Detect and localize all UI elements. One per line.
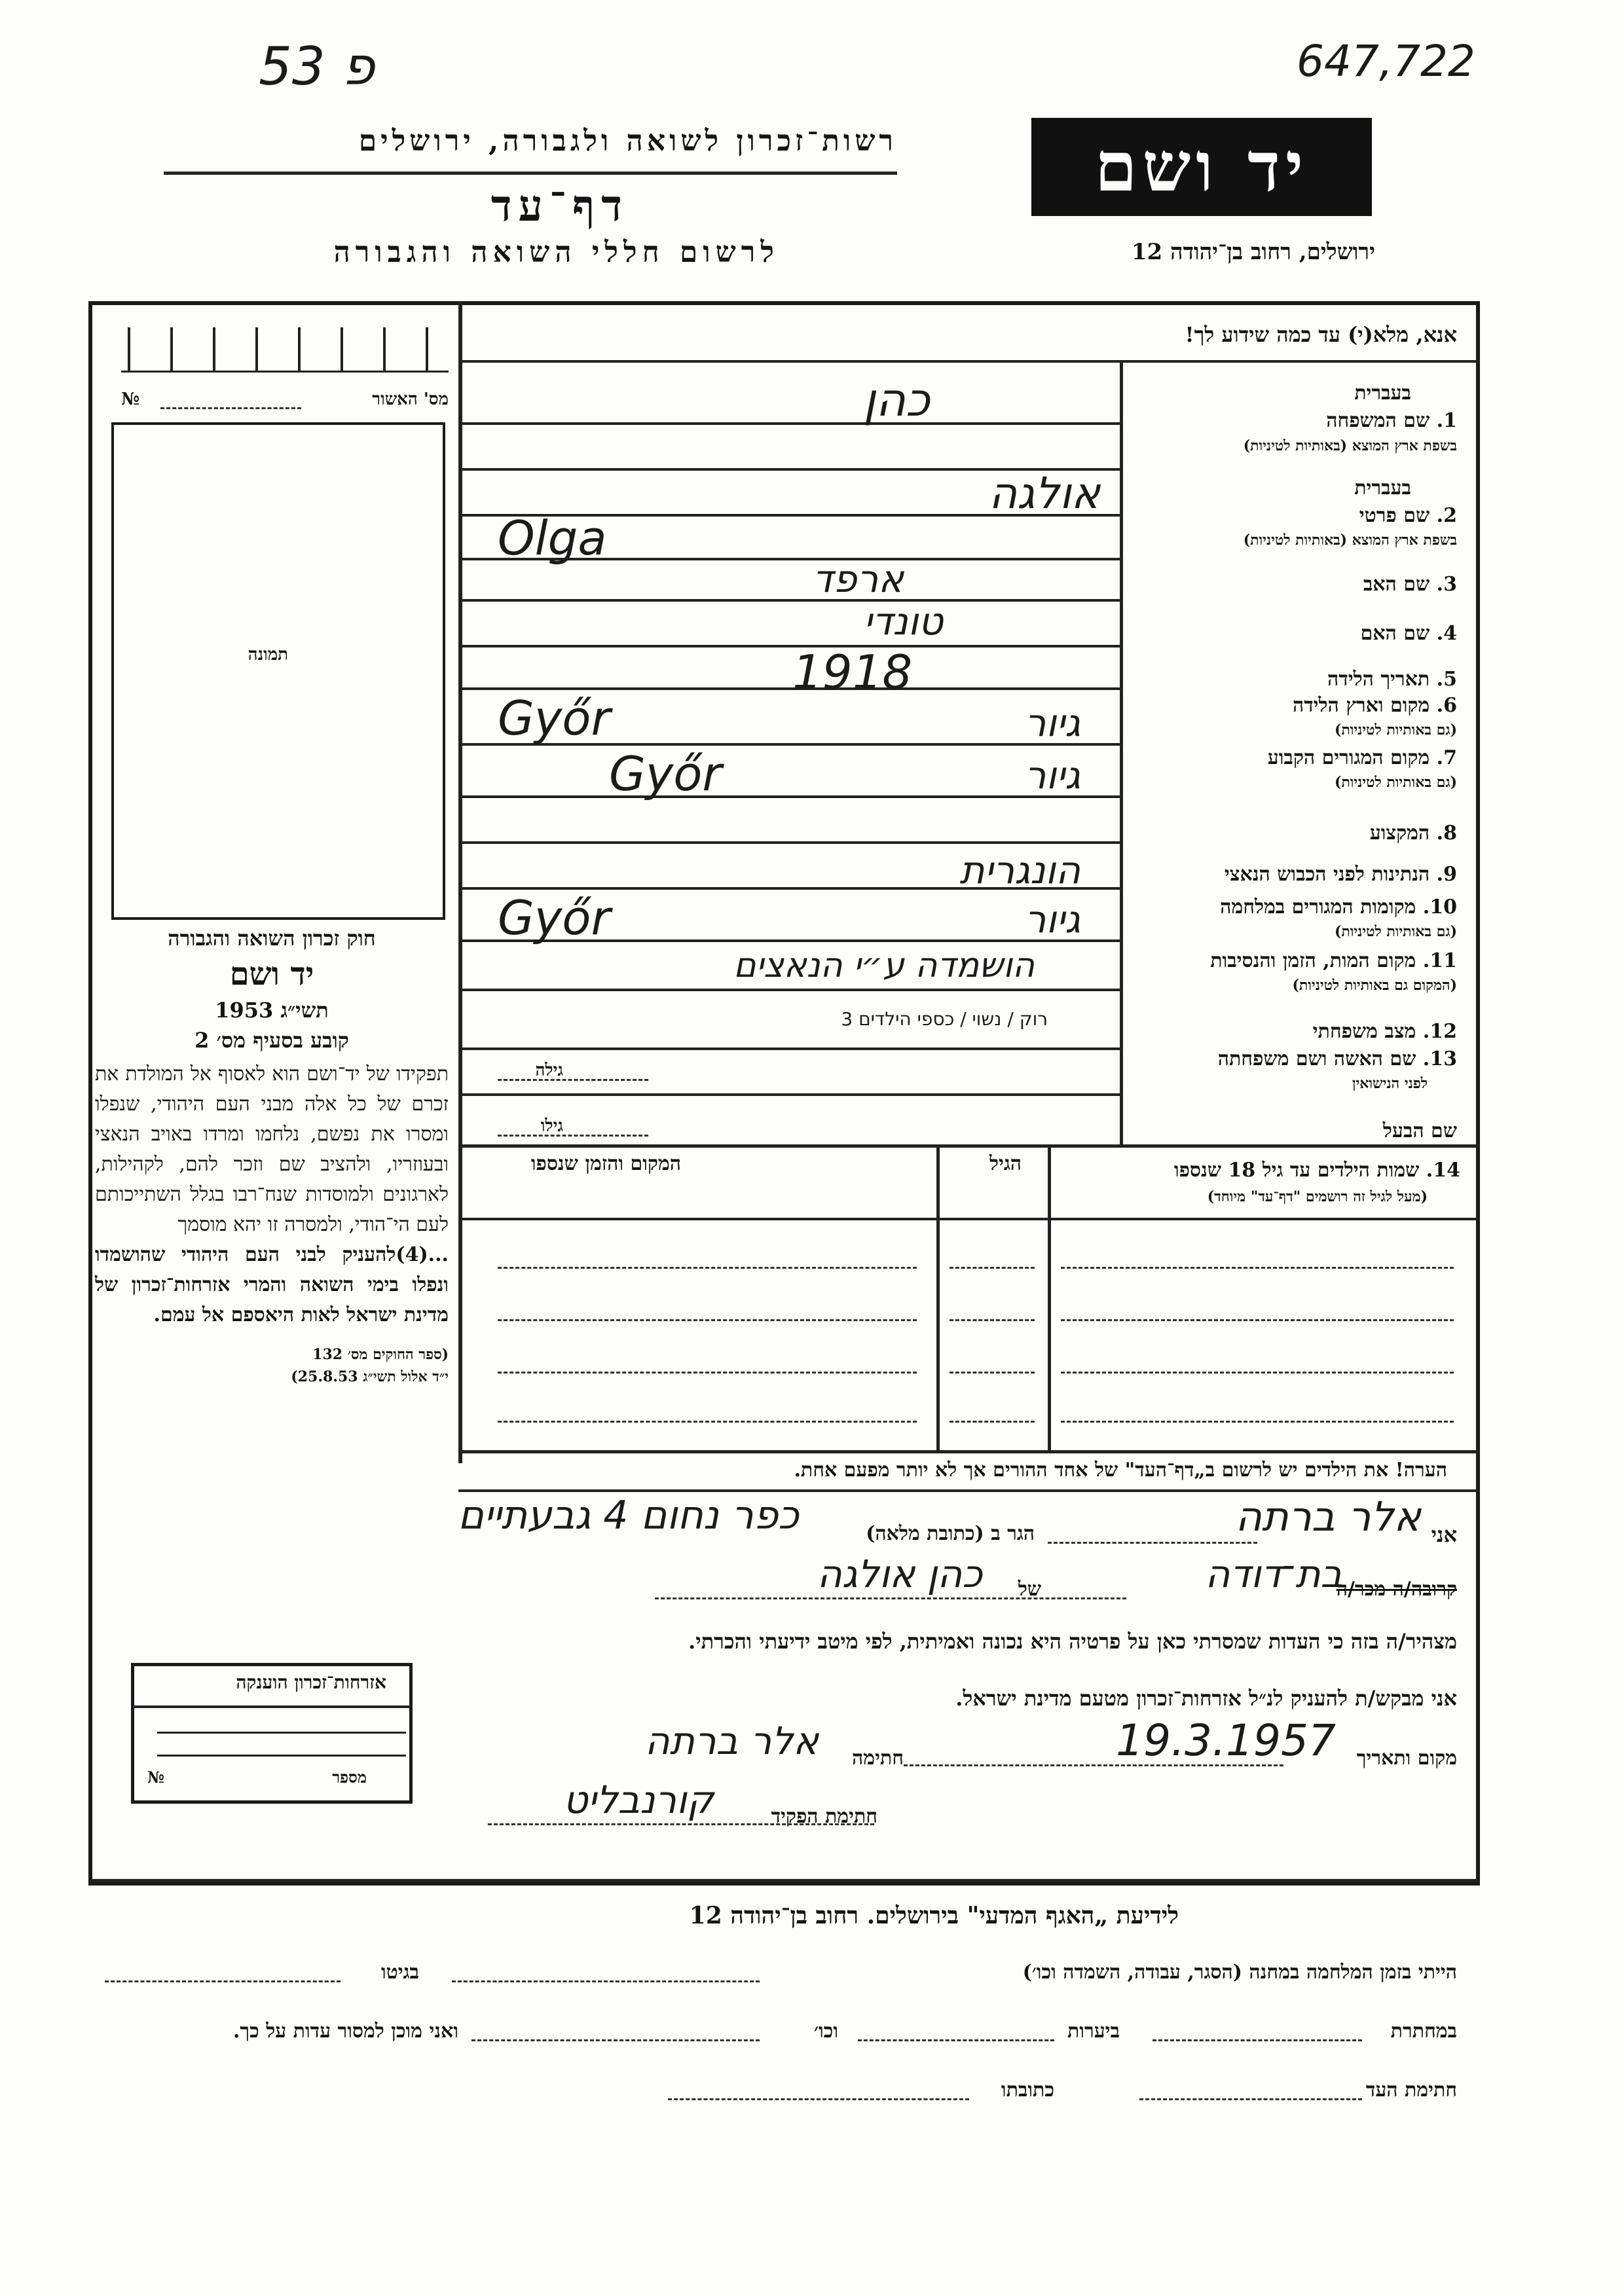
field-6-sub: (גם באותיות לטיניות) (1334, 721, 1457, 738)
decl-relation-label: קרובה/ה מכר/ה (1336, 1578, 1457, 1601)
field-6-value: גיור (1024, 701, 1080, 745)
text-fragment: 1. (1436, 409, 1457, 432)
field-9-label (1225, 863, 1457, 886)
text-fragment: 14. (1426, 1159, 1460, 1182)
field-13-sub: לפני הנישואין (1352, 1075, 1428, 1092)
field-11-value: הושמדה ע״י הנאצים (733, 946, 1035, 985)
left-column-divider (458, 301, 462, 1463)
logo-text: יד ושם (1094, 126, 1309, 207)
field-1-rule (458, 422, 1120, 425)
field-10-value: גיור (1024, 897, 1080, 941)
field-7-sub: (גם באותיות לטיניות) (1334, 774, 1457, 791)
law-text: תפקידו של יד־ושם הוא לאסוף אל המולדת את זכרם של כל אלה מבני העם היהודי, שנפלו ומסרו את נפשם, נלחמו ומרדו באויב הנאצי ובעוזריו, ולהציב שם וזכר להם, לקהילות, לארגונים ולמוסדות שנח־רבו בגלל השתייכותם לעם הי־הודי, ולמסרה זו יהא מוסמך (95, 1063, 449, 1236)
text-fragment: 8. (1436, 822, 1457, 845)
photo-label: תמונה (248, 645, 288, 665)
citizenship-line-1 (157, 1732, 406, 1734)
husband-rule (458, 1144, 1480, 1148)
children-note: הערה! את הילדים יש לרשום ב„דף־העד" של אחד ההורים אך לא יותר מפעם אחת. (794, 1459, 1447, 1482)
children-label (1174, 1159, 1460, 1182)
bottom-line-2-a-blank (1153, 2039, 1362, 2041)
law-text-2: ...(4)להעניק לבני העם היהודי שהושמדו ונפלו בימי השואה והמרי אזרחות־זכרון של מדינת ישראל לאות היאספם אל עמם. (95, 1243, 449, 1326)
form-title: דף־עד (490, 180, 629, 231)
field-11-label (1210, 949, 1457, 972)
text-fragment: מקומות המגורים במלחמה (1220, 896, 1416, 919)
text-fragment: 3. (1436, 573, 1457, 596)
field-5-label (1327, 668, 1457, 691)
citizenship-number-label: מספר (332, 1768, 367, 1787)
field-1-label (1326, 409, 1457, 432)
field-4-rule (458, 645, 1120, 647)
bottom-line-2-c-blank (471, 2039, 760, 2041)
decl-officer-line (488, 1823, 874, 1825)
field-2-value: אולגה (989, 468, 1100, 519)
children-row-1-c (1061, 1267, 1454, 1269)
bottom-line-2-b-blank (858, 2039, 1054, 2041)
label-column-divider (1120, 360, 1123, 1146)
text-fragment: 11. (1422, 949, 1457, 972)
form-subtitle: לרשום חללי השואה והגבורה (333, 236, 779, 269)
law-ref-1: (ספר החוקים מס׳ 132 (312, 1346, 449, 1363)
husband-age-line (498, 1135, 648, 1137)
field-7-value-latin: Győr (609, 746, 722, 801)
decl-relation: בת־דודה (1205, 1552, 1342, 1596)
text-fragment: 7. (1436, 746, 1457, 769)
field-6-label (1293, 694, 1457, 717)
field-11-sub: (המקום גם באותיות לטיניות) (1292, 977, 1457, 994)
children-row-1-b (950, 1267, 1035, 1269)
text-fragment: 9. (1436, 863, 1457, 886)
children-header-rule (458, 1218, 1480, 1220)
husband-label: שם הבעל (1382, 1120, 1457, 1142)
in-hebrew-label-1: בעברית (1354, 382, 1411, 405)
decl-date: 19.3.1957 (1116, 1715, 1336, 1766)
approval-line (160, 407, 301, 409)
field-12-rule (458, 1048, 1120, 1050)
children-row-2-b (950, 1319, 1035, 1321)
field-1-sub: בשפת ארץ המוצא (באותיות לטיניות) (1243, 437, 1457, 454)
field-5-rule (458, 687, 1120, 690)
bottom-line-2-a: במחתרת (1390, 2020, 1457, 2043)
field-13-label (1218, 1048, 1457, 1070)
intro-rule (458, 360, 1480, 363)
text-fragment: מקום וארץ הלידה (1292, 694, 1430, 717)
bottom-line-2-b: ביערות (1067, 2020, 1120, 2043)
children-row-4-a (498, 1421, 917, 1423)
field-12-value: רוק / נשוי / כספי הילדים 3 (841, 1008, 1048, 1030)
text-fragment: שם האב (1363, 573, 1430, 596)
field-4-value: טונדי (863, 599, 943, 644)
text-fragment: שם המשפחה (1326, 409, 1430, 432)
field-3-label (1363, 573, 1457, 596)
children-row-1-a (498, 1267, 917, 1269)
law-block (95, 923, 449, 1388)
citizenship-title: אזרחות־זכרון הוענקה (236, 1671, 386, 1693)
in-hebrew-label-2: בעברית (1354, 477, 1411, 500)
field-8-label (1370, 822, 1457, 845)
bottom-line-3-a-blank (1139, 2098, 1362, 2100)
text-fragment: 12. (1422, 1020, 1457, 1043)
note-rule (458, 1489, 1480, 1492)
text-fragment: שמות הילדים עד גיל 18 שנספו (1173, 1159, 1420, 1182)
field-10-label (1220, 896, 1457, 919)
law-year (95, 995, 449, 1025)
text-fragment: המקצוע (1369, 822, 1430, 845)
citizenship-line-2 (157, 1755, 406, 1757)
text-fragment: תשי״ג (280, 998, 329, 1023)
field-12-label (1313, 1020, 1457, 1043)
text-fragment: מקום המות, הזמן והנסיבות (1210, 949, 1416, 972)
header-rule (164, 172, 897, 175)
field-3-value: ארפד (812, 556, 904, 601)
field-7-label (1268, 746, 1457, 769)
field-2-label (1359, 504, 1457, 527)
children-age-col: הגיל (989, 1152, 1022, 1175)
field-10-value-latin: Győr (498, 890, 611, 945)
field-2-value-latin: Olga (498, 511, 607, 566)
bottom-line-1-b: בגיטו (380, 1961, 419, 1984)
decl-date-label: מקום ותאריך (1356, 1747, 1457, 1770)
decl-signature: אלר ברתה (644, 1719, 819, 1763)
text-fragment: 2. (1436, 504, 1457, 527)
decl-officer-label: חתימת הפקיד (771, 1805, 877, 1828)
authority-name: רשות־זכרון לשואה ולגבורה, ירושלים (358, 124, 897, 158)
bottom-title: לידיעת „האגף המדעי" בירושלים. רחוב בן־יהודה 12 (689, 1902, 1179, 1929)
field-2-sub: בשפת ארץ המוצא (באותיות לטיניות) (1243, 532, 1457, 549)
bottom-line-2-c: וכו׳ (814, 2020, 838, 2043)
decl-name: אלר ברתה (1235, 1493, 1421, 1540)
field-11-rule (458, 989, 1120, 991)
text-fragment: 4. (1436, 622, 1457, 645)
children-row-4-c (1061, 1421, 1454, 1423)
bottom-line-1-b-blank (105, 1980, 341, 1982)
text-fragment: מקום המגורים הקבוע (1267, 746, 1430, 769)
field-1-value: כהן (863, 373, 930, 427)
law-title: חוק זכרון השואה והגבורה (168, 926, 376, 951)
text-fragment: תאריך הלידה (1327, 668, 1430, 691)
bottom-line-3-a: חתימת העד (1365, 2079, 1457, 2102)
law-clause: קובע בסעיף מס׳ 2 (194, 1028, 349, 1053)
bottom-line-1-blank (452, 1980, 760, 1982)
yad-vashem-logo (1031, 118, 1372, 216)
field-9-value: הונגרית (959, 848, 1080, 892)
husband-age-label: גילו (540, 1116, 563, 1136)
bottom-line-3-b: כתובתו (1001, 2079, 1054, 2102)
field-7-rule (458, 795, 1120, 798)
citizenship-title-rule (131, 1705, 413, 1708)
field-6-value-latin: Győr (498, 691, 611, 746)
children-row-2-c (1061, 1319, 1454, 1321)
age-label: גילה (535, 1061, 563, 1080)
text-fragment: שם האם (1360, 622, 1430, 645)
field-8-rule (458, 841, 1120, 844)
tick-strip (121, 327, 449, 376)
approval-label: מס' האשור (372, 390, 449, 409)
bottom-line-2-d: ואני מוכן למסור עדות על כך. (232, 2020, 458, 2043)
children-row-4-b (950, 1421, 1035, 1423)
text-fragment: הנתינות לפני הכבוש הנאצי (1224, 863, 1430, 886)
decl-i-label: אני (1431, 1522, 1457, 1547)
decl-of-line (655, 1597, 1126, 1599)
field-7-value: גיור (1024, 753, 1080, 797)
citizenship-number-mark: № (147, 1768, 165, 1787)
text-fragment: 5. (1436, 668, 1457, 691)
children-divider-1 (936, 1144, 940, 1452)
decl-name-line (1048, 1542, 1257, 1544)
decl-of-value: כהן אולגה (817, 1552, 982, 1596)
age-line (498, 1079, 648, 1081)
field-13-rule (458, 1093, 1120, 1096)
law-name: יד ושם (229, 956, 314, 993)
text-fragment: 10. (1422, 896, 1457, 919)
decl-signature-label: חתימה (852, 1747, 904, 1770)
decl-date-line (904, 1764, 1283, 1766)
text-fragment: שם פרטי (1359, 504, 1430, 527)
photo-box (111, 422, 445, 920)
law-ref-2: י״ד אלול תשי״ג 25.8.53) (291, 1368, 449, 1385)
field-4-label (1361, 622, 1457, 645)
approval-no-mark: № (121, 390, 140, 409)
decl-officer-signature: קורנבליט (563, 1777, 714, 1822)
children-row-3-c (1061, 1372, 1454, 1374)
decl-address: כפר נחום 4 גבעתיים (458, 1493, 799, 1539)
text-fragment: 6. (1436, 694, 1457, 717)
children-row-3-b (950, 1372, 1035, 1374)
text-fragment: 13. (1422, 1048, 1457, 1070)
bottom-line-3-b-blank (668, 2098, 969, 2100)
children-sub: (מעל לגיל זה רושמים "דף־עד" מיוחד) (1207, 1188, 1428, 1205)
field-10-sub: (גם באותיות לטיניות) (1334, 923, 1457, 940)
decl-of-label: של (1018, 1578, 1041, 1601)
top-left-annotation: 53 פ (259, 36, 375, 97)
text-fragment: 1953 (215, 998, 274, 1023)
top-right-annotation: 647,722 (1297, 36, 1475, 86)
children-row-2-a (498, 1319, 917, 1321)
text-fragment: שם האשה ושם משפחתה (1217, 1048, 1416, 1070)
field-3-rule (458, 599, 1120, 602)
text-fragment: מצב משפחתי (1312, 1020, 1416, 1043)
bottom-line-1-a: הייתי בזמן המלחמה במחנה (הסגר, עבודה, השמדה וכו׳) (1022, 1961, 1457, 1984)
children-row-3-a (498, 1372, 917, 1374)
children-place-col: המקום והזמן שנספו (530, 1152, 681, 1175)
children-bottom-rule (458, 1450, 1480, 1453)
decl-statement: מצהיר/ה בזה כי העדות שמסרתי כאן על פרטיה היא נכונה ואמיתית, לפי מיטב ידיעתי והכרתי. (688, 1629, 1457, 1654)
bottom-rule (92, 1879, 1480, 1882)
field-5-value: 1918 (792, 645, 913, 700)
form-intro: אנא, מלא(י) עד כמה שידוע לך! (1185, 322, 1457, 347)
logo-address: ירושלים, רחוב בן־יהודה 12 (1131, 239, 1375, 265)
children-divider-2 (1048, 1144, 1051, 1452)
decl-resides-label: הגר ב (כתובת מלאה) (866, 1522, 1035, 1545)
decl-request: אני מבקש/ת להעניק לנ״ל אזרחות־זכרון מטעם מדינת ישראל. (955, 1686, 1457, 1711)
